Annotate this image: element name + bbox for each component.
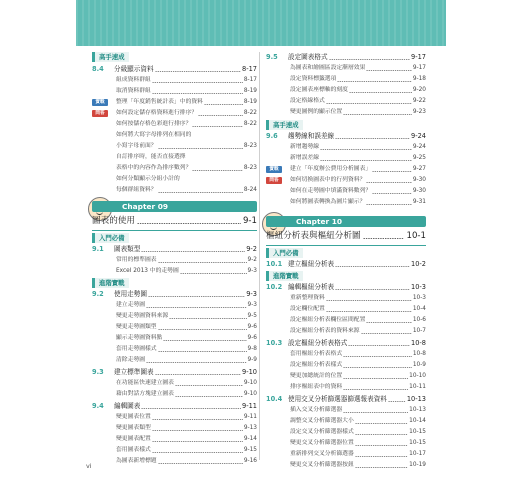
toc-entry[interactable]: 如何設定儲存格資料進行排序？ 8-22 xyxy=(116,110,257,116)
toc-entry[interactable]: 變更圖表配置 9-14 xyxy=(116,436,257,442)
column-divider xyxy=(259,52,260,460)
toc-entry[interactable]: 新增趨勢線 9-24 xyxy=(290,144,426,150)
toc-entry[interactable]: 每個群組資料？ 8-24 xyxy=(116,187,257,193)
toc-entry[interactable]: 取消資料群組 8-19 xyxy=(116,88,257,94)
toc-entry[interactable]: 變更走勢圖類型 9-6 xyxy=(116,324,257,330)
toc-entry[interactable]: 變更交叉分析篩選器位置 10-15 xyxy=(290,440,426,446)
toc-entry[interactable]: 設定交叉分析篩選器樣式 10-15 xyxy=(290,429,426,435)
toc-entry[interactable]: 套用走勢圖樣式 9-8 xyxy=(116,346,257,352)
toc-entry[interactable]: 變更交叉分析篩選器按鈕 10-19 xyxy=(290,462,426,468)
toc-entry[interactable]: 清除走勢圖 9-9 xyxy=(116,357,257,363)
toc-entry-9-5[interactable]: 9.5 設定圖表格式 9-17 xyxy=(266,53,426,61)
section-tag-master: 高手速成 xyxy=(266,120,303,130)
toc-entry-line: 自訂排序時，能否直接選擇 xyxy=(116,154,186,160)
qa-badge: 問答 xyxy=(266,177,282,184)
toc-entry[interactable]: 排序樞紐表中的資料 10-11 xyxy=(290,384,426,390)
toc-entry[interactable]: 設定圖表座標軸的刻度 9-20 xyxy=(290,87,426,93)
toc-entry[interactable]: 新增誤差線 9-25 xyxy=(290,155,426,161)
toc-entry[interactable]: 常用的標準圖表 9-2 xyxy=(116,257,257,263)
toc-entry[interactable]: 變更圖表類型 9-13 xyxy=(116,425,257,431)
toc-entry[interactable]: 設定欄位配置 10-4 xyxy=(290,306,426,312)
toc-entry-10-4[interactable]: 10.4 使用交叉分析篩選器篩選報表資料 10-13 xyxy=(266,395,426,403)
chapter-underline xyxy=(92,230,257,231)
toc-entry[interactable]: 表格中的內容作為排序數列？ 8-23 xyxy=(116,165,257,171)
section-tag-advanced: 進階實戰 xyxy=(266,271,303,281)
section-tag-advanced: 進階實戰 xyxy=(92,278,129,288)
toc-entry[interactable]: 調整交叉分析篩選器大小 10-14 xyxy=(290,418,426,424)
toc-entry-line: 如何分類顯示分組小計的 xyxy=(116,176,180,182)
toc-entry-9-3[interactable]: 9.3 建立標準圖表 9-10 xyxy=(92,368,257,376)
toc-entry[interactable]: 設定資料標籤選項 9-18 xyxy=(290,76,426,82)
chapter-10-bar: Chapter 10 xyxy=(266,216,426,227)
toc-entry[interactable]: 變更圖表位置 9-11 xyxy=(116,414,257,420)
toc-entry[interactable]: 整理「年度銷售統計表」中的資料 8-19 xyxy=(116,99,257,105)
toc-entry[interactable]: 設定樞紐分析表樣式 10-9 xyxy=(290,362,426,368)
toc-entry[interactable]: 變更圖例的顯示位置 9-23 xyxy=(290,109,426,115)
toc-entry-8-4[interactable]: 8.4 分級顯示資料 8-17 xyxy=(92,65,257,73)
header-band xyxy=(76,0,446,46)
toc-entry-line: 如何將大寫字母排列在相同的 xyxy=(116,132,192,138)
case-badge: 實戰 xyxy=(92,99,108,106)
toc-entry[interactable]: 設定格線格式 9-22 xyxy=(290,98,426,104)
toc-entry[interactable]: 套用樞紐分析表格式 10-8 xyxy=(290,351,426,357)
toc-entry-10-2[interactable]: 10.2 編輯樞紐分析表 10-3 xyxy=(266,283,426,291)
section-tag-entry: 入門必備 xyxy=(266,248,303,258)
toc-entry-10-3[interactable]: 10.3 設定樞紐分析表格式 10-8 xyxy=(266,339,426,347)
toc-entry-9-2[interactable]: 9.2 使用走勢圖 9-3 xyxy=(92,290,257,298)
section-tag-master: 高手速成 xyxy=(92,52,129,62)
toc-entry[interactable]: 顯示走勢圖資料點 9-6 xyxy=(116,335,257,341)
toc-entry-9-6[interactable]: 9.6 趨勢線和誤差線 9-24 xyxy=(266,132,426,140)
toc-entry[interactable]: 建立走勢圖 9-3 xyxy=(116,302,257,308)
toc-entry[interactable]: 如何切換圖表中的行列資料？ 9-30 xyxy=(290,177,426,183)
toc-entry[interactable]: 建立「年度辦公費用分析圖表」 9-27 xyxy=(290,166,426,172)
page-number: vi xyxy=(86,462,92,470)
toc-entry[interactable]: Excel 2013 中的走勢圖 9-3 xyxy=(116,268,257,274)
toc-entry[interactable]: 設定樞紐分析表欄位區間配置 10-6 xyxy=(290,317,426,323)
toc-entry[interactable]: 小寫字母前面？ 8-23 xyxy=(116,143,257,149)
section-tag-entry: 入門必備 xyxy=(92,233,129,243)
toc-entry[interactable]: 重新整理資料 10-3 xyxy=(290,295,426,301)
toc-entry-10-1[interactable]: 10.1 建立樞紐分析表 10-2 xyxy=(266,260,426,268)
toc-entry[interactable]: 藉由對話方塊建立圖表 9-10 xyxy=(116,391,257,397)
toc-entry-9-4[interactable]: 9.4 編輯圖表 9-11 xyxy=(92,402,257,410)
toc-entry-9-1[interactable]: 9.1 圖表類型 9-2 xyxy=(92,245,257,253)
chapter-09-title[interactable]: 圖表的使用 9-1 xyxy=(92,216,257,226)
toc-entry[interactable]: 設定樞紐分析表的資料來源 10-7 xyxy=(290,328,426,334)
toc-entry[interactable]: 如何按儲存格色彩進行排序？ 8-22 xyxy=(116,121,257,127)
toc-entry[interactable]: 如何在走勢圖中填滿資料數列？ 9-30 xyxy=(290,188,426,194)
toc-entry[interactable]: 組成資料群組 8-17 xyxy=(116,77,257,83)
toc-entry[interactable]: 變更加總統計的位置 10-10 xyxy=(290,373,426,379)
toc-entry[interactable]: 插入交叉分析篩選器 10-13 xyxy=(290,407,426,413)
chapter-09-bar: Chapter 09 xyxy=(92,201,257,212)
toc-entry[interactable]: 變更走勢圖資料來源 9-5 xyxy=(116,313,257,319)
toc-entry[interactable]: 如何將圖表轉換為圖片顯示？ 9-31 xyxy=(290,199,426,205)
toc-entry[interactable]: 為圖表新增標題 9-16 xyxy=(116,458,257,464)
toc-entry[interactable]: 為圖表和繪圖區設定漸層效果 9-17 xyxy=(290,65,426,71)
case-badge: 實戰 xyxy=(266,166,282,173)
toc-entry[interactable]: 套用圖表樣式 9-15 xyxy=(116,447,257,453)
chapter-10-title[interactable]: 樞紐分析表與樞紐分析圖 10-1 xyxy=(266,231,426,241)
toc-entry[interactable]: 在功能區快速建立圖表 9-10 xyxy=(116,380,257,386)
qa-badge: 問答 xyxy=(92,110,108,117)
toc-entry[interactable]: 重新排列交叉分析篩選器 10-17 xyxy=(290,451,426,457)
chapter-underline xyxy=(266,245,426,246)
